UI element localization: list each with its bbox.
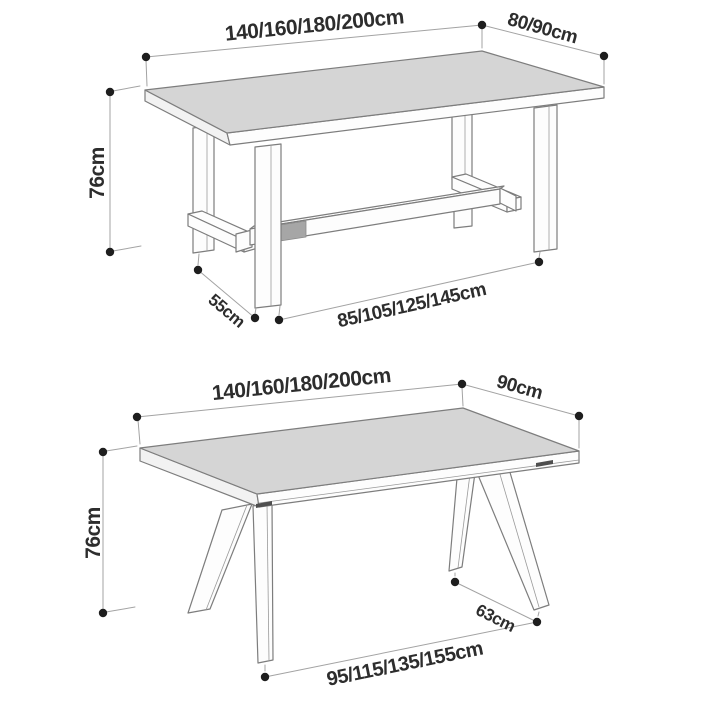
dimension-dot	[533, 618, 541, 626]
dimension-dot	[133, 413, 141, 421]
t1-tick	[279, 306, 280, 315]
t2-tick	[462, 387, 463, 406]
trestle-back-right-post	[452, 110, 472, 180]
t1-tick	[539, 252, 540, 258]
dimension-dot	[251, 314, 259, 322]
t1-top-length-label: 140/160/180/200cm	[223, 5, 405, 46]
t1-tick	[198, 254, 199, 265]
dimension-dot	[478, 21, 486, 29]
t2-height-label: 76cm	[82, 507, 105, 559]
t2-base-depth-label: 63cm	[472, 600, 519, 636]
trestle-dimension-labels	[86, 5, 580, 332]
splayed-back-left-leg	[188, 504, 252, 613]
dimension-dot	[275, 316, 283, 324]
t2-tick	[106, 607, 135, 612]
t2-base-length-label: 95/115/135/155cm	[324, 637, 485, 691]
t2-tick	[538, 612, 539, 616]
t1-top-depth-label: 80/90cm	[505, 9, 580, 49]
trestle-front-right-post	[534, 105, 557, 252]
splayed-front-right-leg	[478, 469, 549, 610]
t2-tick	[106, 446, 137, 451]
dimension-dot	[194, 266, 202, 274]
stretcher-shadow-patch	[280, 221, 306, 241]
t2-top-length-label: 140/160/180/200cm	[210, 364, 392, 406]
t2-top-depth-label: 90cm	[494, 371, 545, 405]
t1-tick	[113, 246, 141, 251]
trestle-table-figure	[145, 51, 604, 308]
t1-tick	[255, 308, 256, 314]
dimension-dot	[106, 88, 114, 96]
t1-base-depth-label: 55cm	[204, 290, 249, 332]
dimension-dot	[575, 412, 583, 420]
dimension-dot	[261, 673, 269, 681]
t1-tick	[113, 86, 140, 91]
dimension-dot	[600, 52, 608, 60]
t1-tick	[146, 60, 147, 86]
splayed-front-left-leg	[253, 502, 273, 663]
dimension-dot	[142, 53, 150, 61]
dimension-dot	[451, 578, 459, 586]
dimension-dot	[458, 380, 466, 388]
dimension-dot	[535, 258, 543, 266]
t1-height-label: 76cm	[86, 147, 109, 199]
dimension-dot	[99, 609, 107, 617]
t2-tick	[138, 420, 140, 444]
t1-base-length-label: 85/105/125/145cm	[335, 278, 489, 333]
splayed-back-right-leg	[449, 473, 475, 571]
dimension-dot	[99, 448, 107, 456]
dimension-dot	[106, 248, 114, 256]
trestle-front-left-post	[255, 144, 281, 308]
